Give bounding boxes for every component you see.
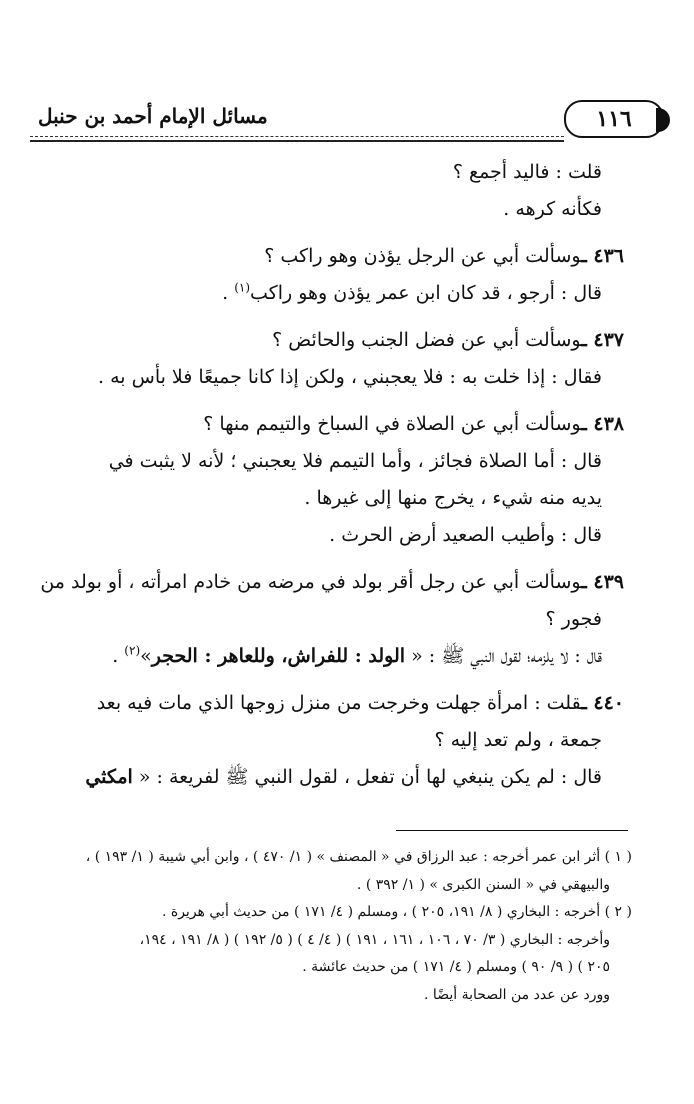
answer-437: فقال : إذا خلت به : فلا يعجبني ، ولكن إذا كانا جميعًا فلا بأس به . xyxy=(98,366,602,388)
question-number: ٤٤٠ ـ xyxy=(581,692,624,714)
footnote-ref-2: (٢) xyxy=(124,643,141,658)
question-text: وسألت أبي عن الرجل يؤذن وهو راكب ؟ xyxy=(264,245,582,267)
hadith-text: الولد : للفراش، وللعاهر : الحجر xyxy=(151,645,406,667)
answer-text: قال : أرجو ، قد كان ابن عمر يؤذن وهو راكب xyxy=(250,282,602,304)
answer-436 xyxy=(38,275,624,312)
question-440 xyxy=(38,685,624,722)
text-line: قلت : فاليد أجمع ؟ xyxy=(452,161,602,183)
question-number: ٤٣٧ ـ xyxy=(581,329,624,351)
question-438 xyxy=(38,406,624,443)
answer-440 xyxy=(38,759,624,796)
punct: . xyxy=(222,282,235,304)
answer-text: قال : لم يكن ينبغي لها أن تفعل ، لقول النبي ﷺ لفريعة : « xyxy=(132,766,602,788)
question-437 xyxy=(38,322,624,359)
footnote-1: ( ١ ) أثر ابن عمر أخرجه : عبد الرزاق في « المصنف » ( ١/ ٤٧٠ ) ، وابن أبي شيبة ( ١/ ١٩٣ ) ، xyxy=(85,849,632,865)
question-text: وسألت أبي عن الصلاة في السباخ والتيمم منها ؟ xyxy=(203,413,582,435)
question-439 xyxy=(38,564,624,601)
question-439-cont: فجور ؟ xyxy=(545,608,602,630)
question-440-cont: جمعة ، ولم تعد إليه ؟ xyxy=(434,729,602,751)
answer-438-line-3: قال : وأطيب الصعيد أرض الحرث . xyxy=(329,524,602,546)
footnote-1-cont: والبيهقي في « السنن الكبرى » ( ١/ ٣٩٢ ) . xyxy=(356,876,610,893)
question-text: وسألت أبي عن رجل أقر بولد في مرضه من خادم امرأته ، أو بولد من xyxy=(40,571,582,593)
answer-text: قال : لا يلزمه؛ لقول النبي ﷺ : « xyxy=(405,645,602,667)
page-number: ١١٦ xyxy=(596,106,632,132)
header-rule xyxy=(30,136,564,142)
footnote-2-cont: وورد عن عدد من الصحابة أيضًا . xyxy=(424,986,610,1003)
main-text xyxy=(38,154,624,796)
quote-close: » xyxy=(140,645,152,667)
question-text: قلت : امرأة جهلت وخرجت من منزل زوجها الذي مات فيه بعد xyxy=(96,692,582,714)
answer-439 xyxy=(38,638,624,675)
answer-438-line-1: قال : أما الصلاة فجائز ، وأما التيمم فلا يعجبني ؛ لأنه لا يثبت في xyxy=(108,450,602,472)
book-title: مسائل الإمام أحمد بن حنبل xyxy=(38,104,268,128)
footnotes xyxy=(40,844,632,1009)
page-header xyxy=(30,96,664,146)
question-436 xyxy=(38,238,624,275)
punct: . xyxy=(112,645,125,667)
footnote-2-cont: وأخرجه : البخاري ( ٣/ ٧٠ ، ١٠٦ ، ١٦١ ، ١٩١ ) ( ٤/ ٤ ) ( ٥/ ١٩٢ ) ( ٨/ ١٩١ ، ١٩٤، xyxy=(139,931,610,948)
question-number: ٤٣٦ ـ xyxy=(581,245,624,267)
footnote-2: ( ٢ ) أخرجه : البخاري ( ٨/ ١٩١، ٢٠٥ ) ، ومسلم ( ٤/ ١٧١ ) من حديث أبي هريرة . xyxy=(161,904,632,920)
footnote-rule xyxy=(396,830,628,831)
question-number: ٤٣٨ ـ xyxy=(581,413,624,435)
question-text: وسألت أبي عن فضل الجنب والحائض ؟ xyxy=(272,329,582,351)
footnote-2-cont: ٢٠٥ ) ( ٩/ ٩٠ ) ومسلم ( ٤/ ١٧١ ) من حديث عائشة . xyxy=(302,959,610,975)
answer-438-line-2: يديه منه شيء ، يخرج منها إلى غيرها . xyxy=(304,487,602,509)
footnote-ref-1: (١) xyxy=(234,280,251,295)
question-number: ٤٣٩ ـ xyxy=(581,571,624,593)
hadith-text: امكثي xyxy=(85,766,133,788)
page-number-badge xyxy=(564,100,664,138)
text-line: فكأنه كرهه . xyxy=(503,198,602,220)
